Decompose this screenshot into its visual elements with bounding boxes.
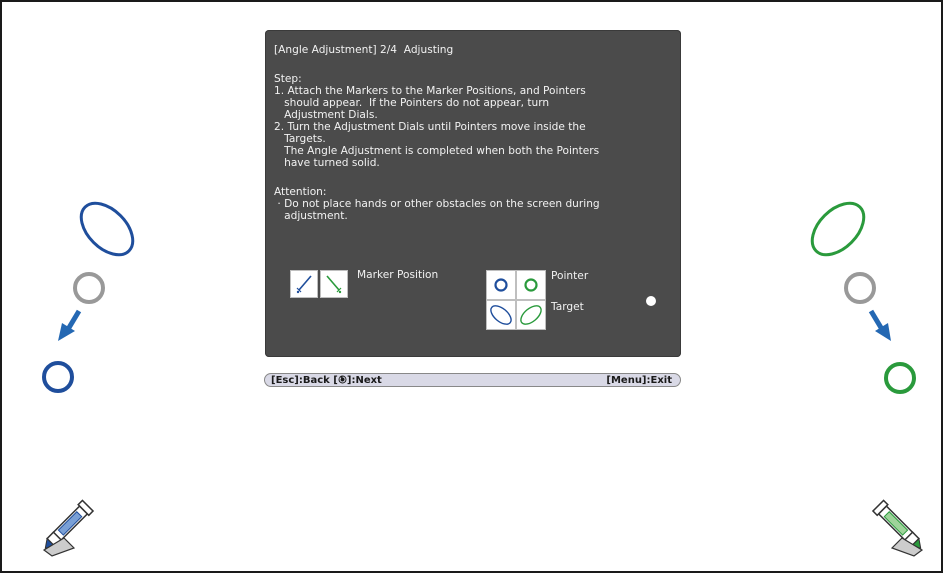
green-pointer-icon — [517, 271, 545, 299]
step1-line3: Adjustment Dials. — [274, 109, 378, 121]
left-adjustment-graphic — [42, 182, 152, 402]
blue-marker-pen-icon — [34, 498, 104, 558]
angle-adjustment-dialog — [265, 30, 681, 357]
step-heading: Step: — [274, 73, 302, 85]
pointer-blue-cell — [486, 270, 516, 300]
next-label: :Next — [351, 375, 382, 386]
blue-pointer-circle — [44, 363, 72, 391]
green-marker-pen-icon — [862, 498, 932, 558]
pointer-label: Pointer — [551, 270, 589, 282]
step2-line4: have turned solid. — [274, 157, 380, 169]
green-target-ellipse — [803, 194, 874, 265]
target-label: Target — [551, 301, 584, 313]
blue-target-ellipse — [72, 194, 143, 265]
esc-key[interactable]: [Esc] — [271, 375, 299, 386]
target-green-cell — [516, 300, 546, 330]
enter-key-close: ] — [346, 375, 352, 386]
dialog-title: [Angle Adjustment] 2/4 Adjusting — [274, 44, 454, 56]
blue-pointer-icon — [487, 271, 515, 299]
attention-line1: · Do not place hands or other obstacles on the screen during — [274, 198, 600, 210]
blue-target-icon — [487, 301, 515, 329]
blue-marker-position-icon — [291, 271, 317, 297]
power-enter-icon[interactable] — [338, 375, 347, 384]
bottom-help-bar — [264, 373, 681, 387]
blue-arrow-icon — [58, 311, 79, 341]
attention-heading: Attention: — [274, 186, 327, 198]
gray-pointer-circle — [75, 274, 103, 302]
bar-left-group — [271, 374, 382, 387]
solid-pointer-dot — [646, 296, 656, 306]
right-adjustment-graphic — [797, 182, 937, 402]
step1-line2: should appear. If the Pointers do not appear, turn — [274, 97, 550, 109]
green-pointer-circle — [886, 364, 914, 392]
marker-position-blue-cell — [290, 270, 318, 298]
gray-pointer-circle-right — [846, 274, 874, 302]
pointer-green-cell — [516, 270, 546, 300]
step2-line2: Targets. — [274, 133, 326, 145]
attention-line2: adjustment. — [274, 210, 348, 222]
green-marker-position-icon — [321, 271, 347, 297]
marker-position-green-cell — [320, 270, 348, 298]
blue-arrow-icon-right — [871, 311, 891, 341]
marker-position-label: Marker Position — [357, 269, 439, 281]
back-label: :Back — [298, 375, 330, 386]
enter-key-open: [ — [333, 375, 338, 386]
step2-line3: The Angle Adjustment is completed when both the Pointers — [274, 145, 600, 157]
green-target-icon — [517, 301, 545, 329]
step2-line1: 2. Turn the Adjustment Dials until Pointers move inside the — [274, 121, 586, 133]
target-blue-cell — [486, 300, 516, 330]
menu-exit-label[interactable]: [Menu]:Exit — [606, 375, 672, 386]
step1-line1: 1. Attach the Markers to the Marker Positions, and Pointers — [274, 85, 586, 97]
